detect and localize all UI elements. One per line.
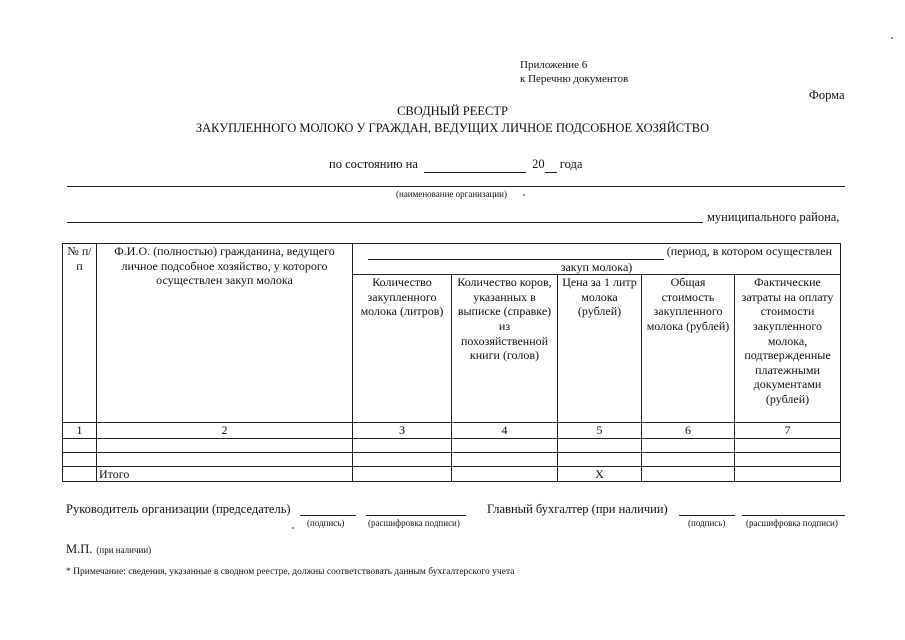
acc-sign-caption: (подпись) bbox=[688, 518, 726, 528]
org-name-line[interactable] bbox=[67, 186, 845, 187]
register-table bbox=[62, 243, 841, 482]
period-blank[interactable] bbox=[368, 244, 664, 260]
head-label: Руководитель организации (председатель) bbox=[66, 502, 291, 516]
accountant-label: Главный бухгалтер (при наличии) bbox=[487, 502, 668, 516]
appendix-line2: к Перечню документов bbox=[520, 73, 629, 85]
col-number-4: 4 bbox=[452, 423, 558, 439]
sub-header-cows: Количество коров, указанных в выписке (справке) из похозяйственной книги (голов) bbox=[452, 275, 558, 423]
total-price-mark: X bbox=[558, 466, 642, 482]
col-number-2: 2 bbox=[97, 423, 353, 439]
acc-decode-caption: (расшифровка подписи) bbox=[746, 518, 838, 528]
head-decode-line[interactable] bbox=[366, 515, 466, 516]
scan-speck bbox=[292, 527, 294, 529]
document-subtitle: ЗАКУПЛЕННОГО МОЛОКО У ГРАЖДАН, ВЕДУЩИХ ЛИЧНОЕ ПОДСОБНОЕ ХОЗЯЙСТВО bbox=[195, 121, 710, 135]
sub-header-liters: Количество закупленного молока (литров) bbox=[353, 275, 452, 423]
total-row bbox=[63, 466, 841, 482]
head-signature-line[interactable] bbox=[300, 515, 356, 516]
period-suffix: (период, в котором осуществлен bbox=[666, 244, 833, 258]
district-suffix: муниципального района, bbox=[707, 210, 840, 224]
col-number-1: 1 bbox=[63, 423, 97, 439]
sub-header-price: Цена за 1 литр молока (рублей) bbox=[558, 275, 642, 423]
numbers-row bbox=[63, 423, 841, 439]
acc-decode-line[interactable] bbox=[742, 515, 845, 516]
date-blank[interactable] bbox=[424, 157, 526, 173]
col-number-6: 6 bbox=[642, 423, 735, 439]
period-header bbox=[353, 244, 841, 260]
col-number-7: 7 bbox=[735, 423, 841, 439]
appendix-line1: Приложение 6 bbox=[520, 59, 588, 71]
col-fio-header: Ф.И.О. (полностью) гражданина, ведущего личное подсобное хозяйство, у которого осуществлен закуп молока bbox=[97, 244, 353, 423]
sub-header-total-cost: Общая стоимость закупленного молока (рублей) bbox=[642, 275, 735, 423]
period-line2: закуп молока) bbox=[353, 260, 841, 275]
table-row[interactable] bbox=[63, 438, 841, 452]
head-decode-caption: (расшифровка подписи) bbox=[368, 518, 460, 528]
state-suffix: года bbox=[559, 157, 583, 171]
form-label: Форма bbox=[809, 88, 845, 102]
col-number-5: 5 bbox=[558, 423, 642, 439]
sub-header-actual-costs: Фактические затраты на оплату стоимости закупленного молока, подтвержденные платежными документами (рублей) bbox=[735, 275, 841, 423]
org-caption: (наименование организации) bbox=[396, 189, 507, 199]
col-number-3: 3 bbox=[353, 423, 452, 439]
acc-signature-line[interactable] bbox=[679, 515, 735, 516]
year-blank[interactable] bbox=[545, 157, 557, 173]
district-line[interactable] bbox=[67, 222, 703, 223]
head-sign-caption: (подпись) bbox=[307, 518, 345, 528]
stamp-line bbox=[66, 540, 151, 558]
state-prefix: по состоянию на bbox=[329, 157, 418, 171]
table-row[interactable] bbox=[63, 452, 841, 466]
header-row-1 bbox=[63, 244, 841, 260]
stamp-label: М.П. bbox=[66, 542, 93, 556]
col-number-header: № п/п bbox=[63, 244, 97, 423]
scan-speck bbox=[891, 37, 893, 39]
scan-speck bbox=[523, 194, 525, 196]
total-label: Итого bbox=[97, 466, 353, 482]
state-line bbox=[329, 157, 582, 173]
stamp-note: (при наличии) bbox=[96, 545, 152, 555]
state-year: 20 bbox=[532, 157, 545, 171]
document-title: СВОДНЫЙ РЕЕСТР bbox=[397, 104, 508, 118]
footnote: * Примечание: сведения, указанные в сводном реестре, должны соответствовать данным бухгалтерского учета bbox=[66, 567, 515, 577]
